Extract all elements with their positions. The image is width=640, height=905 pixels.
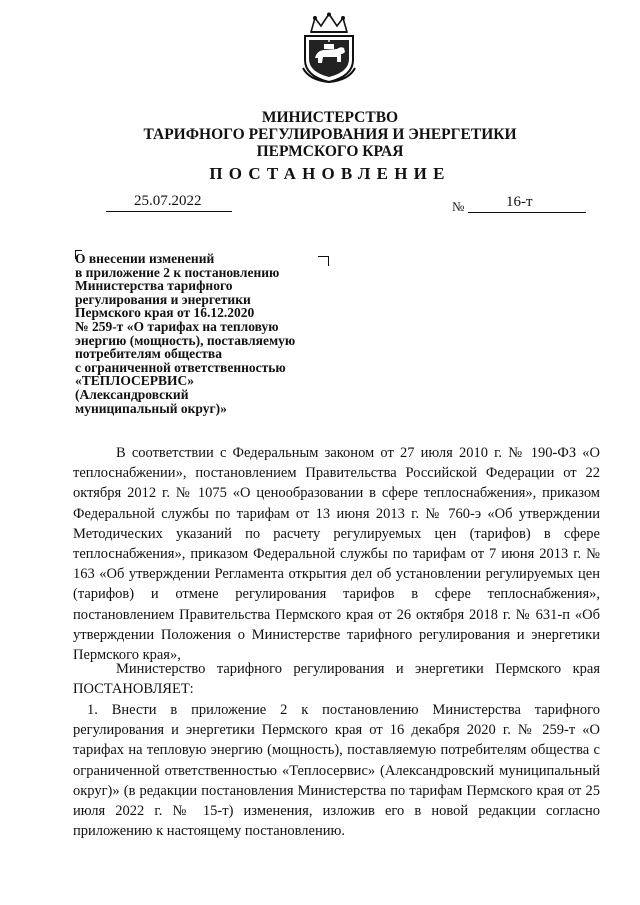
- document-date: 25.07.2022: [106, 192, 232, 212]
- subject-line: муниципальный округ)»: [75, 400, 227, 416]
- subject-line: энергию (мощность), поставляемую: [75, 332, 296, 348]
- ministry-name-line-2: ТАРИФНОГО РЕГУЛИРОВАНИЯ И ЭНЕРГЕТИКИ: [143, 126, 517, 143]
- subject-line: Министерства тарифного: [75, 278, 233, 294]
- subject-line: потребителям общества: [75, 346, 222, 362]
- subject-line: в приложение 2 к постановлению: [75, 264, 280, 280]
- coat-of-arms-emblem: [297, 12, 361, 84]
- document-subject: [75, 252, 335, 415]
- subject-line: О внесении изменений: [75, 251, 215, 266]
- subject-line: № 259-т «О тарифах на тепловую: [75, 318, 279, 334]
- document-number-label: №: [452, 199, 465, 214]
- document-type-title: ПОСТАНОВЛЕНИЕ: [209, 164, 451, 183]
- subject-line: с ограниченной ответственностью: [75, 359, 286, 375]
- ministry-name-line-3: ПЕРМСКОГО КРАЯ: [256, 143, 404, 160]
- subject-line: Пермского края от 16.12.2020: [75, 305, 255, 321]
- document-number: 16-т: [468, 193, 586, 213]
- body-paragraph-resolves: Министерство тарифного регулирования и энергетики Пермского края ПОСТАНОВЛЯЕТ:: [73, 661, 600, 698]
- body-paragraph-legal-basis: В соответствии с Федеральным законом от 27 июля 2010 г. № 190-ФЗ «О теплоснабжении», постановлением Правительства Российской Федерации от 22 октября 2012 г. № 1075 «О ценообразовании в сфере теплоснабжения», приказом Федеральной службы по тарифам от 13 июня 2013 г. № 760-э «Об утверждении Методических указаний по расчету регулируемых цен (тарифов) в сфере теплоснабжения», приказом Федеральной службы по тарифам от 7 июня 2013 г. № 163 «Об утверждении Регламента открытия дел об установлении регулируемых цен (тарифов) и отмене регулирования тарифов в сфере теплоснабжения», постановлением Правительства Пермского края от 26 октября 2018 г. № 631-п «Об утверждении Положения о Министерстве тарифного регулирования и энергетики Пермского края»,: [73, 445, 600, 664]
- subject-line: регулирования и энергетики: [75, 291, 251, 307]
- subject-line: «ТЕПЛОСЕРВИС»: [75, 373, 194, 389]
- subject-line: (Александровский: [75, 386, 189, 402]
- body-paragraph-item-1: 1. Внести в приложение 2 к постановлению Министерства тарифного регулирования и энергетики Пермского края от 16 декабря 2020 г. № 259-т «О тарифах на тепловую энергию (мощность), поставляемую потребителям общества с ограниченной ответственностью «Теплосервис» (Александровский муниципальный округ)» (в редакции постановления Министерства по тарифам Пермского края от 25 июля 2022 г. № 15-т) изменения, изложив его в новой редакции согласно приложению к настоящему постановлению.: [73, 702, 600, 840]
- ministry-name-line-1: МИНИСТЕРСТВО: [261, 109, 399, 126]
